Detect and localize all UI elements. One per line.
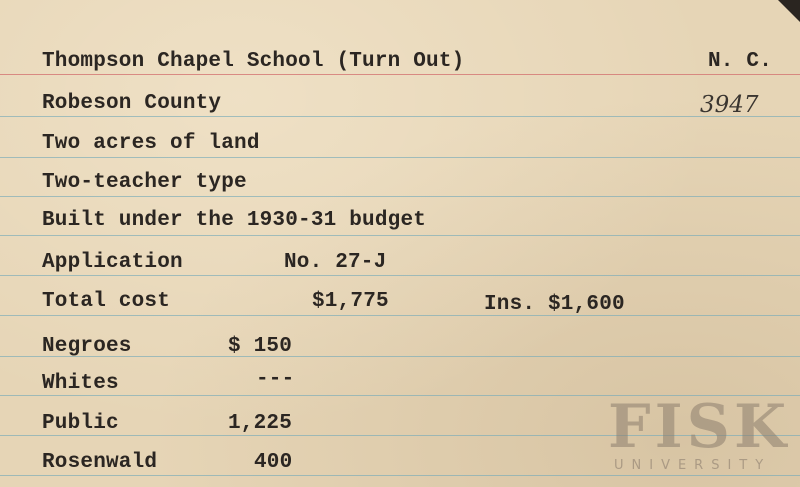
total-cost-label: Total cost — [42, 290, 171, 313]
funding-value-rosenwald: 400 — [254, 451, 293, 474]
ruled-line — [0, 116, 800, 117]
funding-label-negroes: Negroes — [42, 335, 132, 358]
ruled-line — [0, 157, 800, 158]
state-label: N. C. — [708, 50, 773, 73]
funding-value-whites: --- — [256, 368, 295, 391]
funding-value-negroes: $ 150 — [228, 335, 293, 358]
handwritten-catalog-number: 3947 — [700, 92, 759, 118]
budget-note: Built under the 1930-31 budget — [42, 209, 427, 232]
university-watermark: UNIVERSITY — [614, 458, 772, 473]
funding-label-whites: Whites — [42, 372, 119, 395]
ruled-line — [0, 235, 800, 236]
ruled-line — [0, 275, 800, 276]
fisk-watermark: FISK — [608, 392, 791, 462]
insurance-value: Ins. $1,600 — [484, 293, 625, 316]
land-description: Two acres of land — [42, 132, 260, 155]
county-label: Robeson County — [42, 92, 222, 115]
funding-value-public: 1,225 — [228, 412, 293, 435]
funding-label-rosenwald: Rosenwald — [42, 451, 158, 474]
red-header-rule — [0, 74, 800, 75]
application-value: No. 27-J — [284, 251, 387, 274]
funding-label-public: Public — [42, 412, 119, 435]
ruled-line — [0, 196, 800, 197]
ruled-line — [0, 315, 800, 316]
torn-corner — [778, 0, 800, 22]
total-cost-value: $1,775 — [312, 290, 389, 313]
ruled-line — [0, 475, 800, 476]
application-label: Application — [42, 251, 183, 274]
school-title: Thompson Chapel School (Turn Out) — [42, 50, 465, 73]
school-type: Two-teacher type — [42, 171, 247, 194]
